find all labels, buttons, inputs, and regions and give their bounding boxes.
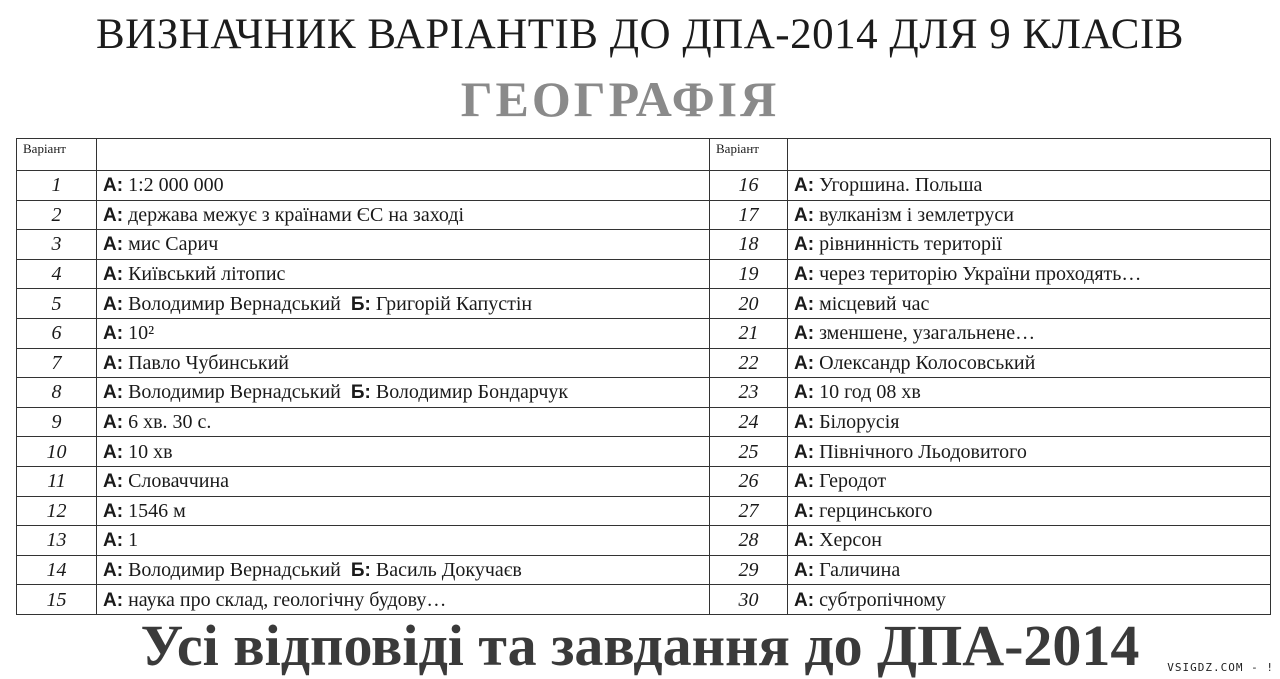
page-title: ВИЗНАЧНИК ВАРІАНТІВ ДО ДПА-2014 ДЛЯ 9 КЛАСІВ xyxy=(96,11,1184,58)
answer-text: 6 хв. 30 с. xyxy=(128,411,212,434)
answer-cell xyxy=(97,289,710,319)
answer-cell xyxy=(788,348,1271,378)
table-row xyxy=(17,555,1271,585)
table-row xyxy=(17,171,1271,201)
answer-text: Володимир Вернадський xyxy=(128,559,341,582)
variant-number: 16 xyxy=(710,171,788,201)
answer-label-a: А: xyxy=(103,412,124,434)
variant-number: 10 xyxy=(17,437,97,467)
answer-label-a: А: xyxy=(794,441,815,463)
answer-cell xyxy=(97,230,710,260)
answer-cell xyxy=(788,230,1271,260)
answer-cell xyxy=(97,555,710,585)
table-row xyxy=(17,259,1271,289)
answer-label-a: А: xyxy=(103,264,124,286)
table-row xyxy=(17,407,1271,437)
answer-text: держава межує з країнами ЄС на заході xyxy=(128,203,465,226)
variant-number: 17 xyxy=(710,200,788,230)
variant-number: 6 xyxy=(17,318,97,348)
answer-cell xyxy=(97,526,710,556)
variant-number: 24 xyxy=(710,407,788,437)
answer-cell xyxy=(97,407,710,437)
answer-text: рівнинність території xyxy=(819,233,1003,256)
answer-text: 1546 м xyxy=(128,499,186,522)
variant-number: 15 xyxy=(17,585,97,615)
answer-text-b: Володимир Бондарчук xyxy=(375,381,569,404)
answer-cell xyxy=(97,259,710,289)
table-row xyxy=(17,348,1271,378)
answer-text: Херсон xyxy=(819,529,882,552)
variant-number: 26 xyxy=(710,466,788,496)
variant-number: 22 xyxy=(710,348,788,378)
answer-text: Геродот xyxy=(819,470,887,493)
answer-cell xyxy=(788,496,1271,526)
table-row xyxy=(17,289,1271,319)
answer-label-a: А: xyxy=(103,382,124,404)
answer-label-a: А: xyxy=(794,323,815,345)
variant-number: 1 xyxy=(17,171,97,201)
answer-label-a: А: xyxy=(794,500,815,522)
answer-text: Північного Льодовитого xyxy=(819,440,1027,463)
answer-cell xyxy=(788,437,1271,467)
answer-text: 10 хв xyxy=(128,440,173,463)
footer-banner: Усі відповіді та завдання до ДПА-2014 xyxy=(140,613,1140,678)
header-variant-right: Варіант xyxy=(710,139,788,171)
answer-cell xyxy=(788,555,1271,585)
table-row xyxy=(17,466,1271,496)
answer-text: Галичина xyxy=(819,559,901,582)
answer-label-a: А: xyxy=(103,352,124,374)
variant-number: 27 xyxy=(710,496,788,526)
answer-label-a: А: xyxy=(103,234,124,256)
header-answer-right xyxy=(788,139,1271,171)
table-row xyxy=(17,230,1271,260)
table-row xyxy=(17,585,1271,615)
answer-text: Олександр Колосовський xyxy=(819,351,1036,374)
answer-label-b: Б: xyxy=(350,293,371,315)
variant-number: 20 xyxy=(710,289,788,319)
answer-text: Володимир Вернадський xyxy=(128,381,341,404)
answer-cell xyxy=(97,496,710,526)
answer-cell xyxy=(788,289,1271,319)
answer-text: зменшене, узагальнене… xyxy=(819,322,1036,345)
variant-number: 9 xyxy=(17,407,97,437)
answer-label-a: А: xyxy=(794,412,815,434)
answer-text: Павло Чубинський xyxy=(128,351,289,374)
variant-number: 19 xyxy=(710,259,788,289)
answer-cell xyxy=(788,200,1271,230)
answer-text: вулканізм і землетруси xyxy=(819,203,1014,226)
answer-text: наука про склад, геологічну будову… xyxy=(128,588,447,611)
variant-number: 12 xyxy=(17,496,97,526)
answer-cell xyxy=(788,526,1271,556)
answer-label-a: А: xyxy=(794,204,815,226)
answer-cell xyxy=(788,407,1271,437)
answer-text-b: Григорій Капустін xyxy=(375,292,533,315)
answer-text-b: Василь Докучаєв xyxy=(375,559,522,582)
answer-cell xyxy=(97,437,710,467)
answer-text: 10² xyxy=(128,322,155,345)
answer-label-a: А: xyxy=(794,589,815,611)
answer-label-a: А: xyxy=(794,293,815,315)
answer-label-a: А: xyxy=(103,293,124,315)
variant-number: 5 xyxy=(17,289,97,319)
table-row xyxy=(17,437,1271,467)
variant-number: 30 xyxy=(710,585,788,615)
table-row xyxy=(17,526,1271,556)
variant-number: 21 xyxy=(710,318,788,348)
answer-cell xyxy=(788,466,1271,496)
answer-text: Володимир Вернадський xyxy=(128,292,341,315)
answer-cell xyxy=(788,318,1271,348)
answer-label-b: Б: xyxy=(350,382,371,404)
answer-label-a: А: xyxy=(794,352,815,374)
variant-number: 23 xyxy=(710,378,788,408)
subject-heading: ГЕОГРАФІЯ xyxy=(460,71,780,127)
answer-text: через територію України проходять… xyxy=(819,263,1142,286)
table-row xyxy=(17,318,1271,348)
variant-number: 8 xyxy=(17,378,97,408)
variant-number: 2 xyxy=(17,200,97,230)
variant-number: 3 xyxy=(17,230,97,260)
header-answer-left xyxy=(97,139,710,171)
answer-cell xyxy=(788,378,1271,408)
answer-cell xyxy=(97,318,710,348)
answer-text: 1:2 000 000 xyxy=(128,174,224,197)
answer-label-a: А: xyxy=(103,589,124,611)
variant-number: 18 xyxy=(710,230,788,260)
answer-label-a: А: xyxy=(103,323,124,345)
answer-label-a: А: xyxy=(794,560,815,582)
answer-label-a: А: xyxy=(103,204,124,226)
answer-cell xyxy=(97,585,710,615)
table-row xyxy=(17,496,1271,526)
answer-label-a: А: xyxy=(103,500,124,522)
answer-text: субтропічному xyxy=(819,588,946,611)
variant-number: 25 xyxy=(710,437,788,467)
answer-text: 10 год 08 хв xyxy=(819,381,921,404)
answer-label-a: А: xyxy=(794,264,815,286)
answer-label-a: А: xyxy=(103,441,124,463)
answer-label-b: Б: xyxy=(350,560,371,582)
answer-key-table xyxy=(16,138,1271,615)
answer-cell xyxy=(97,378,710,408)
answer-label-a: А: xyxy=(103,175,124,197)
site-watermark: VSIGDZ.COM - ! xyxy=(1167,661,1274,674)
answer-label-a: А: xyxy=(794,175,815,197)
answer-cell xyxy=(97,466,710,496)
answer-cell xyxy=(97,171,710,201)
answer-label-a: А: xyxy=(103,560,124,582)
table-row xyxy=(17,378,1271,408)
answer-text: мис Сарич xyxy=(128,233,219,256)
answer-text: Київський літопис xyxy=(128,263,286,286)
table-row xyxy=(17,200,1271,230)
answer-text: Угоршина. Польша xyxy=(819,174,983,197)
variant-number: 13 xyxy=(17,526,97,556)
answer-cell xyxy=(788,259,1271,289)
answer-label-a: А: xyxy=(794,382,815,404)
header-variant-left: Варіант xyxy=(17,139,97,171)
variant-number: 14 xyxy=(17,555,97,585)
variant-number: 7 xyxy=(17,348,97,378)
answer-label-a: А: xyxy=(794,234,815,256)
answer-label-a: А: xyxy=(103,530,124,552)
variant-number: 28 xyxy=(710,526,788,556)
variant-number: 4 xyxy=(17,259,97,289)
answer-cell xyxy=(97,348,710,378)
variant-number: 11 xyxy=(17,466,97,496)
answer-text: місцевий час xyxy=(819,292,930,315)
answer-text: Словаччина xyxy=(128,470,230,493)
answer-label-a: А: xyxy=(794,471,815,493)
answer-cell xyxy=(788,171,1271,201)
answer-label-a: А: xyxy=(103,471,124,493)
answer-label-a: А: xyxy=(794,530,815,552)
answer-text: герцинського xyxy=(819,499,933,522)
answer-text: 1 xyxy=(128,529,139,552)
answer-text: Білорусія xyxy=(819,411,900,434)
answer-cell xyxy=(97,200,710,230)
variant-number: 29 xyxy=(710,555,788,585)
answer-cell xyxy=(788,585,1271,615)
table-header-row xyxy=(17,139,1271,171)
